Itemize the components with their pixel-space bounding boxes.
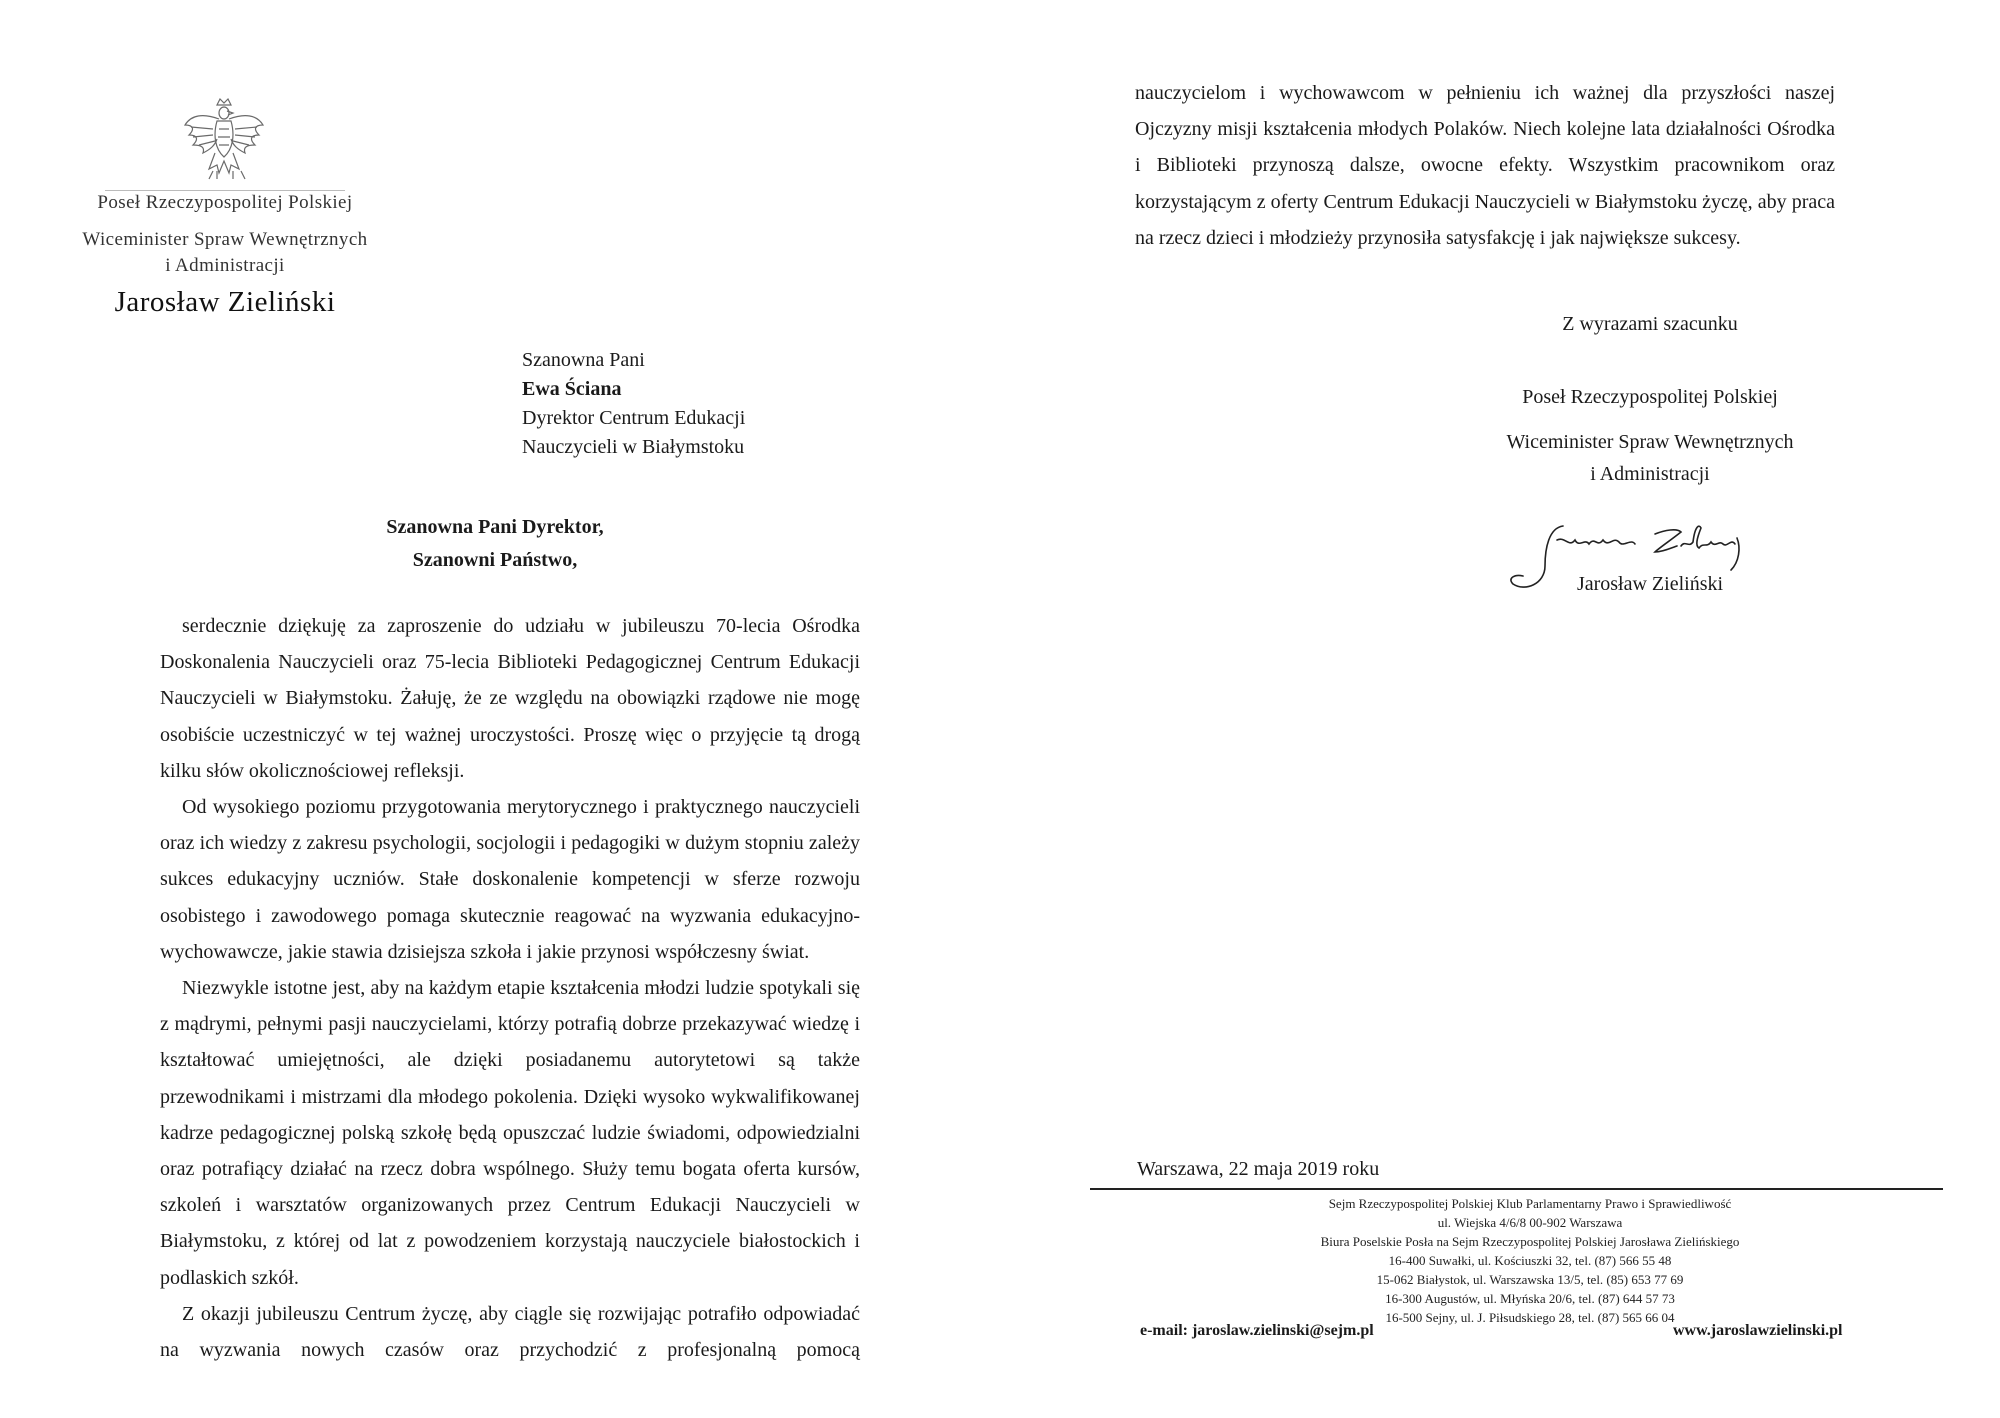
letterhead-office: Wiceminister Spraw Wewnętrznych: [82, 229, 368, 250]
letter-body-left: [160, 608, 860, 1368]
closing-office-cont: i Administracji: [1590, 463, 1710, 485]
letterhead-office-cont: i Administracji: [165, 255, 285, 276]
footer-line-2: ul. Wiejska 4/6/8 00-902 Warszawa: [1437, 1215, 1623, 1230]
footer-website: www.jaroslawzielinski.pl: [1673, 1322, 1843, 1339]
addressee-block: [522, 346, 745, 462]
salutation-line-1: Szanowna Pani Dyrektor,: [386, 516, 604, 538]
footer-line-1: Sejm Rzeczypospolitej Polskiej Klub Parlamentarny Prawo i Sprawiedliwość: [1328, 1196, 1732, 1211]
closing-regards: Z wyrazami szacunku: [1562, 313, 1738, 335]
letterhead-title: Poseł Rzeczypospolitej Polskiej: [97, 192, 353, 213]
salutation-line-2: Szanowni Państwo,: [412, 549, 578, 571]
body-paragraph-4: Z okazji jubileuszu Centrum życzę, aby ciągle się rozwijając potrafiło odpowiadać na wyzwania nowych czasów oraz przychodzić z profesjonalną pomocą: [160, 1302, 860, 1362]
footer-line-7: 16-500 Sejny, ul. J. Piłsudskiego 28, tel. (87) 565 66 04: [1385, 1310, 1675, 1325]
body-paragraph-3: Niezwykle istotne jest, aby na każdym etapie kształcenia młodzi ludzie spotykali się z mądrymi, pełnymi pasji nauczycielami, którzy potrafią dobrze przekazywać wiedzę i kształtować umiejętności, ale dzięki posiadanemu autorytetowi są także przewodnikami i mistrzami dla młodego pokolenia. Dzięki wysoko wykwalifikowanej kadrze pedagogicznej polską szkołę będą opuszczać ludzie świadomi, odpowiedzialni oraz potrafiący działać na rzecz dobra wspólnego. Służy temu bogata oferta kursów, szkoleń i warsztatów organizowanych przez Centrum Edukacji Nauczycieli w Białymstoku, z której od lat z powodzeniem korzystają nauczyciele białostockich i podlaskich szkół.: [160, 977, 860, 1289]
salutation: [330, 511, 660, 577]
letterhead-rule: [105, 190, 345, 191]
footer-email: e-mail: jaroslaw.zielinski@sejm.pl: [1140, 1322, 1374, 1339]
footer-rule: [1090, 1188, 1943, 1190]
footer-line-4: 16-400 Suwałki, ul. Kościuszki 32, tel. (87) 566 55 48: [1388, 1253, 1672, 1268]
closing-title: Poseł Rzeczypospolitej Polskiej: [1522, 386, 1778, 408]
body-paragraph-2: Od wysokiego poziomu przygotowania merytorycznego i praktycznego nauczycieli oraz ich wiedzy z zakresu psychologii, socjologii i pedagogiki w dużym stopniu zależy sukces edukacyjny uczniów. Stałe doskonalenie kompetencji w sferze rozwoju osobistego i zawodowego pomaga skutecznie reagować na wyzwania edukacyjno-wychowawcze, jakie stawia dzisiejsza szkoła i jakie przynosi współczesny świat.: [160, 796, 860, 963]
addressee-institution: Nauczycieli w Białymstoku: [522, 436, 745, 458]
polish-eagle-emblem-icon: [183, 95, 265, 185]
body-paragraph-1: serdecznie dziękuję za zaproszenie do udziału w jubileuszu 70-lecia Ośrodka Doskonalenia Nauczycieli oraz 75-lecia Biblioteki Pedagogicznej Centrum Edukacji Nauczycieli w Białymstoku. Żałuję, że ze względu na obowiązki rządowe nie mogę osobiście uczestniczyć w tej ważnej uroczystości. Proszę więc o przyjęcie tą drogą kilku słów okolicznościowej refleksji.: [160, 615, 860, 782]
closing-office: Wiceminister Spraw Wewnętrznych: [1506, 431, 1794, 453]
footer-line-6: 16-300 Augustów, ul. Młyńska 20/6, tel. (87) 644 57 73: [1385, 1291, 1675, 1306]
footer-line-5: 15-062 Białystok, ul. Warszawska 13/5, tel. (85) 653 77 69: [1376, 1272, 1684, 1287]
addressee-position: Dyrektor Centrum Edukacji: [522, 407, 746, 429]
footer-address-block: [1230, 1194, 1830, 1327]
addressee-name: Ewa Ściana: [522, 378, 622, 400]
footer-line-3: Biura Poselskie Posła na Sejm Rzeczypospolitej Polskiej Jarosława Zielińskiego: [1320, 1234, 1740, 1249]
addressee-greeting: Szanowna Pani: [522, 349, 645, 371]
body-paragraph-continued: nauczycielom i wychowawcom w pełnieniu ich ważnej dla przyszłości naszej Ojczyzny misji kształcenia młodych Polaków. Niech kolejne lata działalności Ośrodka i Biblioteki przynoszą dalsze, owocne efekty. Wszystkim pracownikom oraz korzystającym z oferty Centrum Edukacji Nauczycieli w Białymstoku życzę, aby praca na rzecz dzieci i młodzieży przynosiła satysfakcję i jak największe sukcesy.: [1135, 82, 1835, 249]
closing-name: Jarosław Zieliński: [1576, 573, 1724, 595]
letterhead-name: Jarosław Zieliński: [114, 286, 336, 318]
letter-body-right: [1135, 75, 1835, 256]
letter-date: Warszawa, 22 maja 2019 roku: [1137, 1158, 1380, 1180]
